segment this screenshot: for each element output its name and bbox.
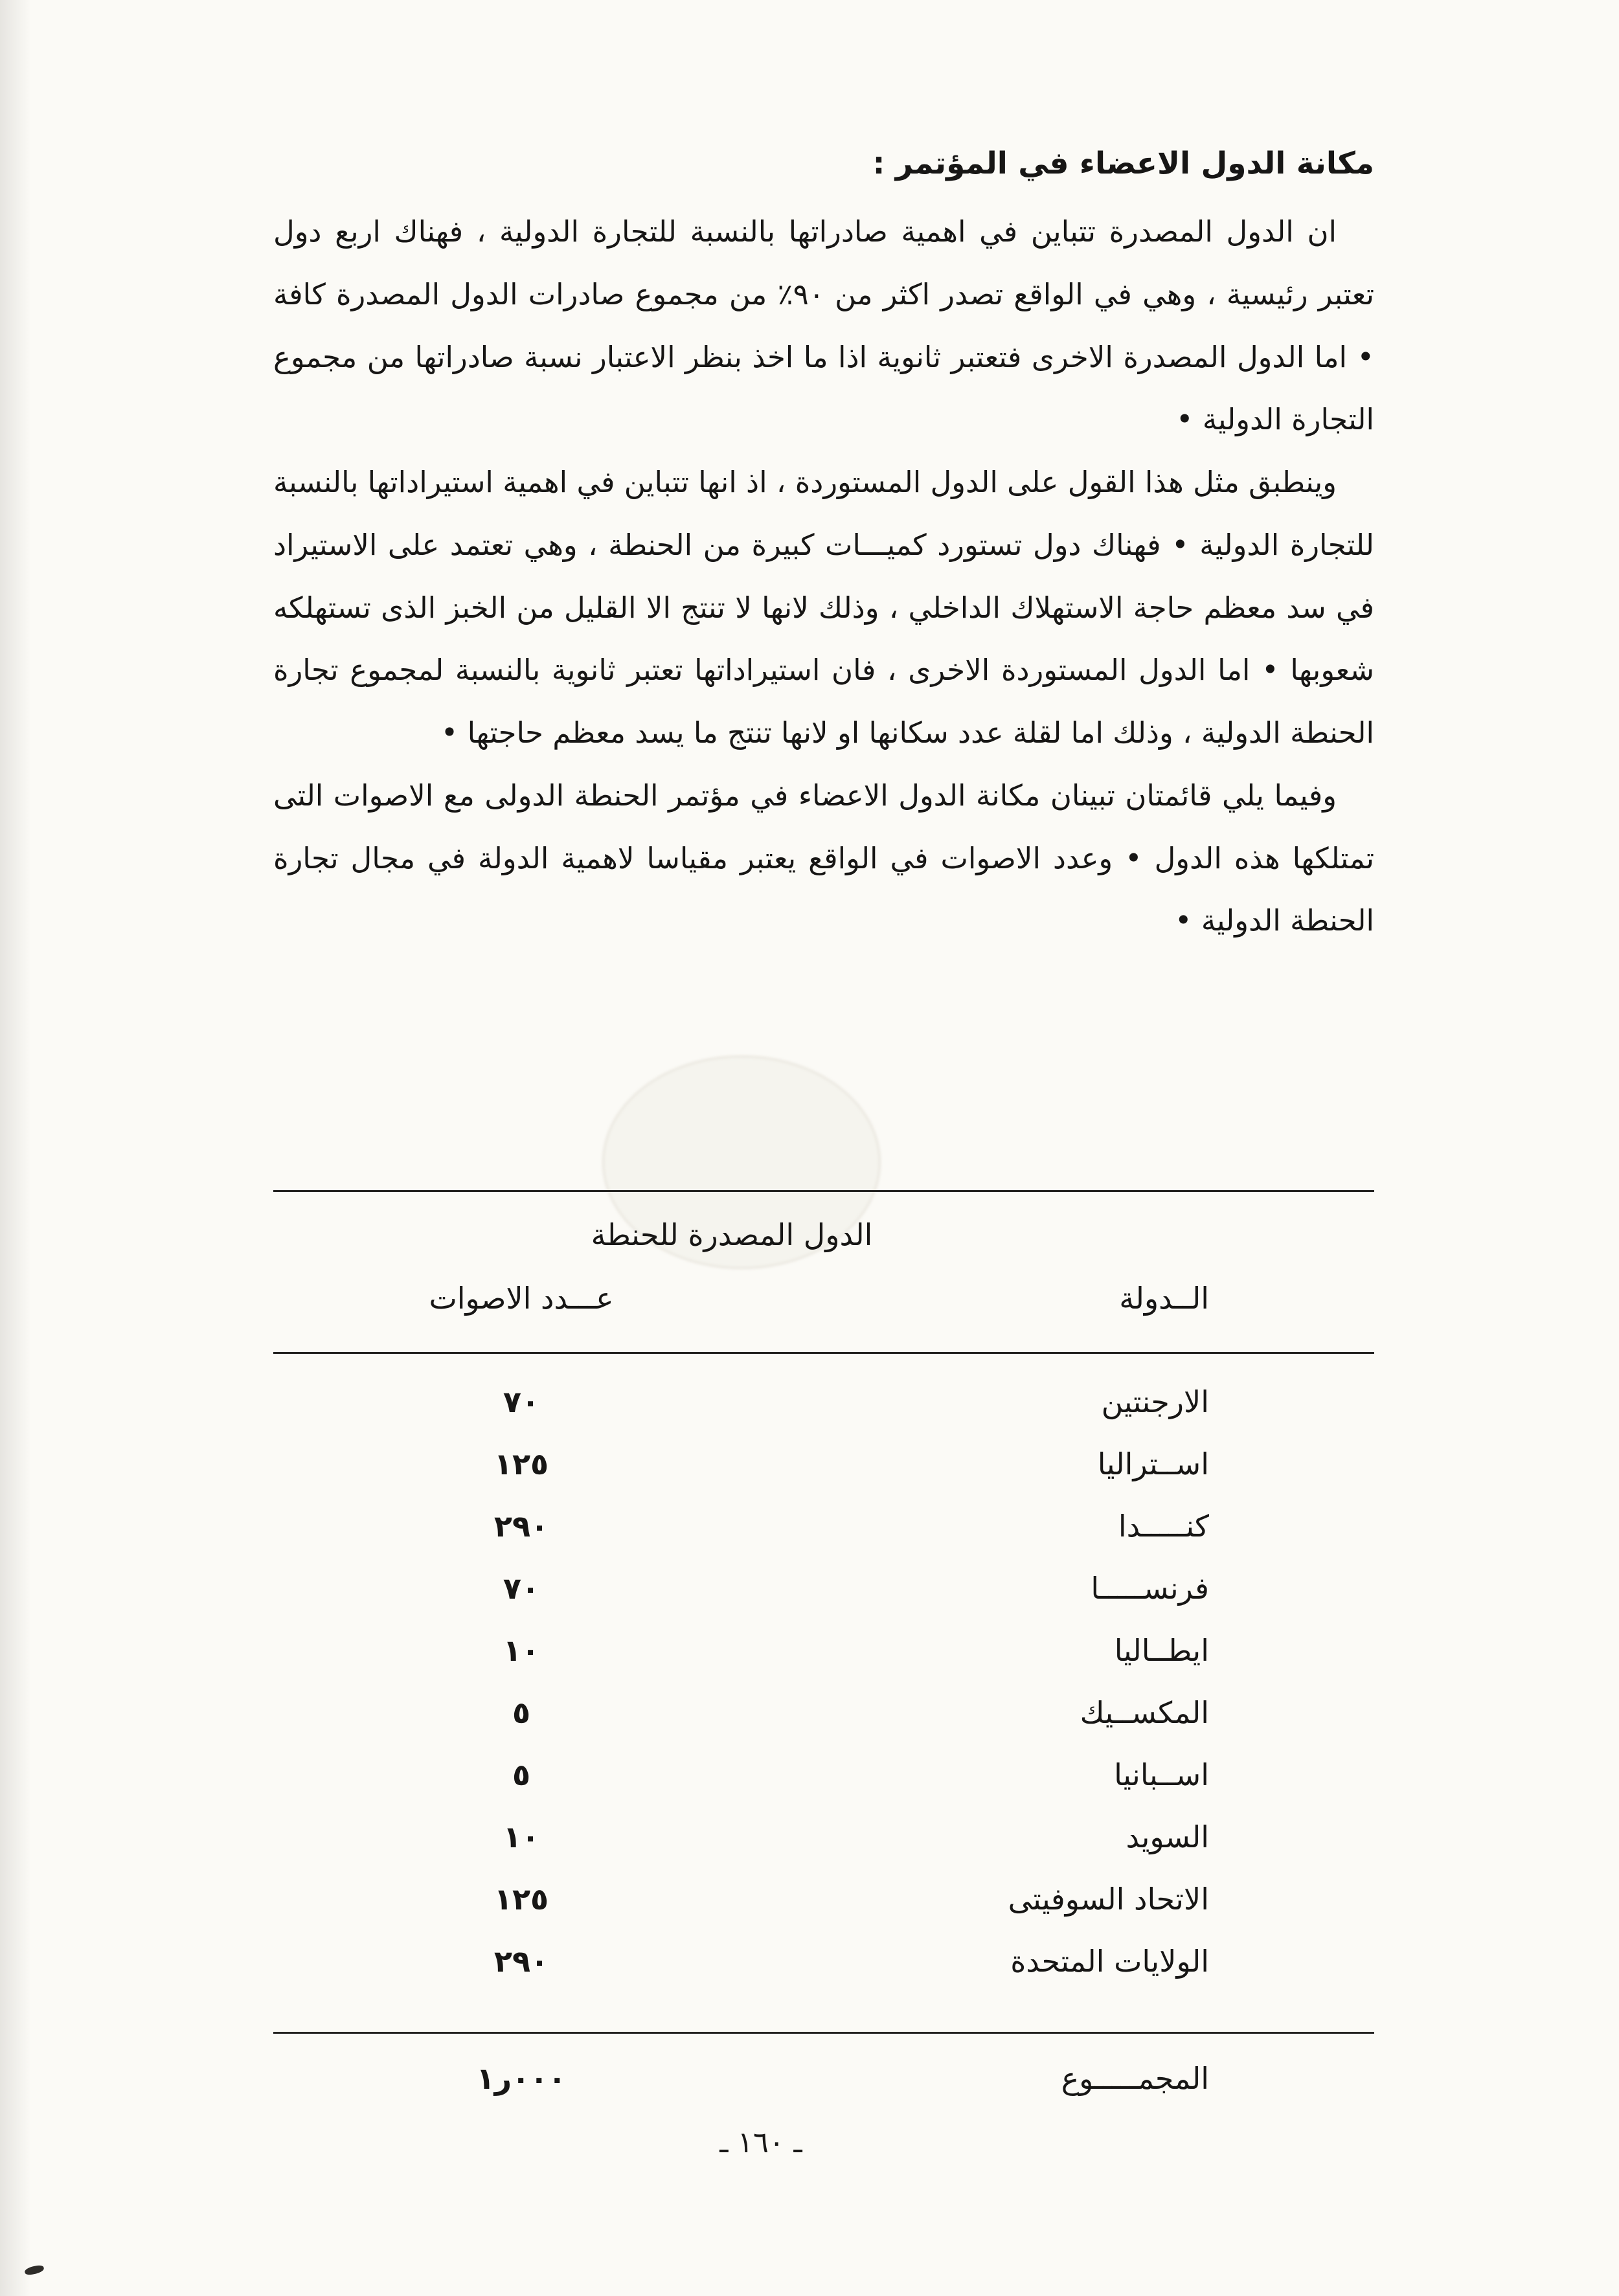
table-row [273,1446,1374,1509]
country-name: الاتحاد السوفيتى [1008,1882,1209,1917]
vote-count: ٧٠ [503,1384,540,1419]
vote-count: ٢٩٠ [493,1944,549,1979]
scan-speck [24,2264,45,2277]
country-name: الولايات المتحدة [1010,1944,1209,1979]
table-total-row [273,2061,1374,2123]
vote-count: ١٠ [503,1633,540,1668]
table-row [273,1633,1374,1695]
total-label: المجمـــــوع [1061,2061,1209,2096]
table-row [273,1757,1374,1819]
country-name: المكســيك [1080,1695,1209,1730]
paragraph-1: ان الدول المصدرة تتباين في اهمية صادراتها بالنسبة للتجارة الدولية ، فهناك اربع دول تعتبر رئيسية ، وهي في الواقع تصدر اكثر من ٩٠٪ من مجموع صادرات الدول المصدرة كافة • اما الدول المصدرة الاخرى فتعتبر ثانوية اذا ما اخذ بنظر الاعتبار نسبة صادراتها من مجموع التجارة الدولية • [273,214,1375,437]
column-header-country: الــدولة [1119,1281,1209,1316]
table-row [273,1819,1374,1882]
table-row [273,1571,1374,1633]
country-name: الارجنتين [1101,1384,1209,1419]
total-vote-count: ١ر٠٠٠ [476,2061,567,2096]
table-row [273,1695,1374,1757]
body-text [273,146,1374,952]
table-caption: الدول المصدرة للحنطة [591,1217,873,1252]
vote-count: ٧٠ [503,1571,540,1606]
country-name: اســبانيا [1114,1757,1209,1792]
exporting-countries-votes-table [273,1190,1374,2174]
table-row [273,1384,1374,1446]
paragraph-2: وينطبق مثل هذا القول على الدول المستوردة ، اذ انها تتباين في اهمية استيراداتها بالنسبة للتجارة الدولية • فهناك دول تستورد كميـــات كبيرة من الحنطة ، وهي تعتمد على الاستيراد في سد معظم حاجة الاستهلاك الداخلي ، وذلك لانها لا تنتج الا القليل من الخبز الذى تستهلكه شعوبها • اما الدول المستوردة الاخرى ، فان استيراداتها تعتبر ثانوية بالنسبة لمجموع تجارة الحنطة الدولية ، وذلك اما لقلة عدد سكانها او لانها تنتج ما يسد معظم حاجتها • [273,465,1374,750]
vote-count: ٢٩٠ [493,1509,549,1544]
table-row [273,1509,1374,1571]
vote-count: ١٠ [503,1819,540,1854]
vote-count: ١٢٥ [493,1446,549,1481]
section-title: مكانة الدول الاعضاء في المؤتمر : [872,146,1374,181]
paragraph-3: وفيما يلي قائمتان تبينان مكانة الدول الاعضاء في مؤتمر الحنطة الدولى مع الاصوات التى تمتلكها هذه الدول • وعدد الاصوات في الواقع يعتبر مقياسا لاهمية الدولة في مجال تجارة الحنطة الدولية • [273,778,1374,938]
column-header-votes: عـــدد الاصوات [429,1281,614,1316]
country-name: كنـــــدا [1118,1509,1209,1544]
table-total-rule [273,2032,1374,2034]
table-row [273,1944,1374,2006]
table-row [273,1882,1374,1944]
table-header-rule [273,1352,1374,1354]
vote-count: ٥ [512,1757,531,1792]
vote-count: ١٢٥ [493,1882,549,1917]
vote-count: ٥ [512,1695,531,1730]
country-name: ايطــاليا [1114,1633,1209,1668]
page-edge-shadow [0,0,31,2296]
page-number: ـ ١٦٠ ـ [719,2125,802,2159]
country-name: السويد [1126,1819,1209,1854]
country-name: اســتراليا [1097,1446,1209,1481]
country-name: فرنســـــا [1091,1571,1209,1606]
table-top-rule [273,1190,1374,1192]
